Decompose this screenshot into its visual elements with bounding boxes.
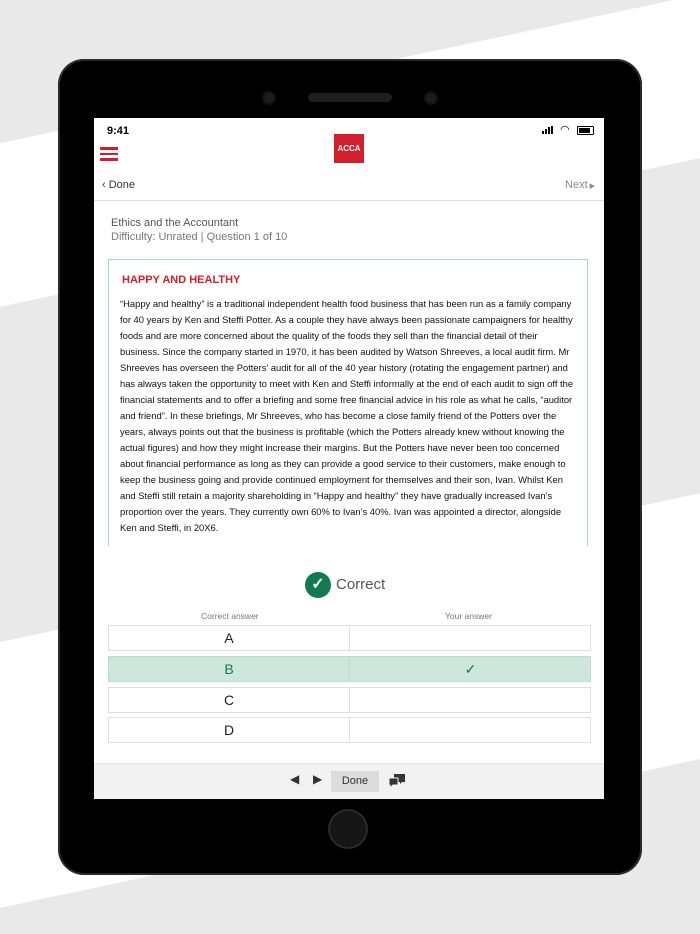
answer-row-selected[interactable] (108, 656, 591, 682)
result-label: Correct (336, 576, 386, 593)
answer-option: A (224, 630, 234, 646)
your-answer-mark (349, 626, 591, 650)
your-answer-header: Your answer (445, 611, 492, 621)
answer-option: B (224, 661, 234, 677)
next-question-button[interactable]: ▶ (313, 772, 323, 786)
tablet-frame (58, 59, 642, 875)
next-button[interactable] (565, 179, 595, 191)
case-study-body: “Happy and healthy” is a traditional independent health food business that has been run as a family company for 40 years by Ken and Steffi Potter. As a couple they have always been passionate campaigners for healthy foods and are more concerned about the quality of the foods they sell than the financial detail of their business. Since the company started in 1970, it has been audited by Watson Shreeves, a local audit firm. Mr Shreeves has overseen the Potters’ audit for all of the 40 year history (rotating the engagement partner) and has always taken the opportunity to meet with Ken and Steffi informally at the end of each audit to sign off the financial statements and to offer a briefing and some free financial advice in his role as what he calls, “auditor and friend”. In these briefings, Mr Shreeves, who has become a close family friend of the Potters over the years, always points out that the business is profitable (which the Potters already knew without knowing the actual figures) and how they might increase their margins. But the Potters have never been too concerned about financial performance as long as they can provide a good service to their customers, make enough to keep the business going and provide continued employment for themselves and their son, Ivan. Whilst Ken and Steffi still retain a majority shareholding in “Happy and healthy” they have gradually increased Ivan’s proportion over the years. They currently own 60% to Ivan’s 40%. Ivan was appointed a director, alongside Ken and Steffi, in 20X6. (120, 298, 574, 533)
next-label: Next (565, 179, 588, 191)
answer-row[interactable] (108, 687, 591, 713)
caret-right-icon: ▶ (587, 183, 595, 190)
check-circle-icon: ✓ (305, 572, 331, 598)
answer-row[interactable] (108, 717, 591, 743)
battery-icon (577, 126, 594, 135)
home-button[interactable] (330, 811, 366, 847)
done-button[interactable]: Done (331, 771, 379, 792)
bottom-toolbar (94, 763, 604, 799)
wifi-icon: ◠ (560, 124, 570, 136)
list-menu-icon[interactable] (100, 147, 118, 161)
answer-option: D (223, 722, 235, 738)
screen (94, 118, 604, 799)
back-button[interactable] (102, 179, 135, 191)
question-topic: Ethics and the Accountant (111, 217, 239, 229)
correct-answer-header: Correct answer (201, 611, 259, 621)
answer-option: C (223, 692, 235, 708)
checkmark-icon: ✓ (349, 657, 591, 681)
status-time: 9:41 (107, 125, 130, 137)
case-study-title: HAPPY AND HEALTHY (122, 274, 241, 286)
chevron-left-icon: ‹ (102, 179, 109, 191)
question-meta: Difficulty: Unrated | Question 1 of 10 (111, 231, 288, 243)
your-answer-mark (349, 688, 591, 712)
back-label: Done (108, 179, 136, 191)
acca-logo: ACCA (334, 134, 364, 163)
answer-row[interactable] (108, 625, 591, 651)
case-study-panel[interactable] (108, 259, 588, 546)
nav-bar (94, 172, 604, 201)
speaker-slot (308, 93, 392, 102)
signal-icon (542, 126, 556, 134)
sensor-dot (426, 93, 436, 103)
chat-bubbles-icon[interactable] (388, 773, 406, 789)
camera-dot (264, 93, 274, 103)
previous-question-button[interactable]: ◀ (290, 772, 300, 786)
your-answer-mark (349, 718, 591, 742)
